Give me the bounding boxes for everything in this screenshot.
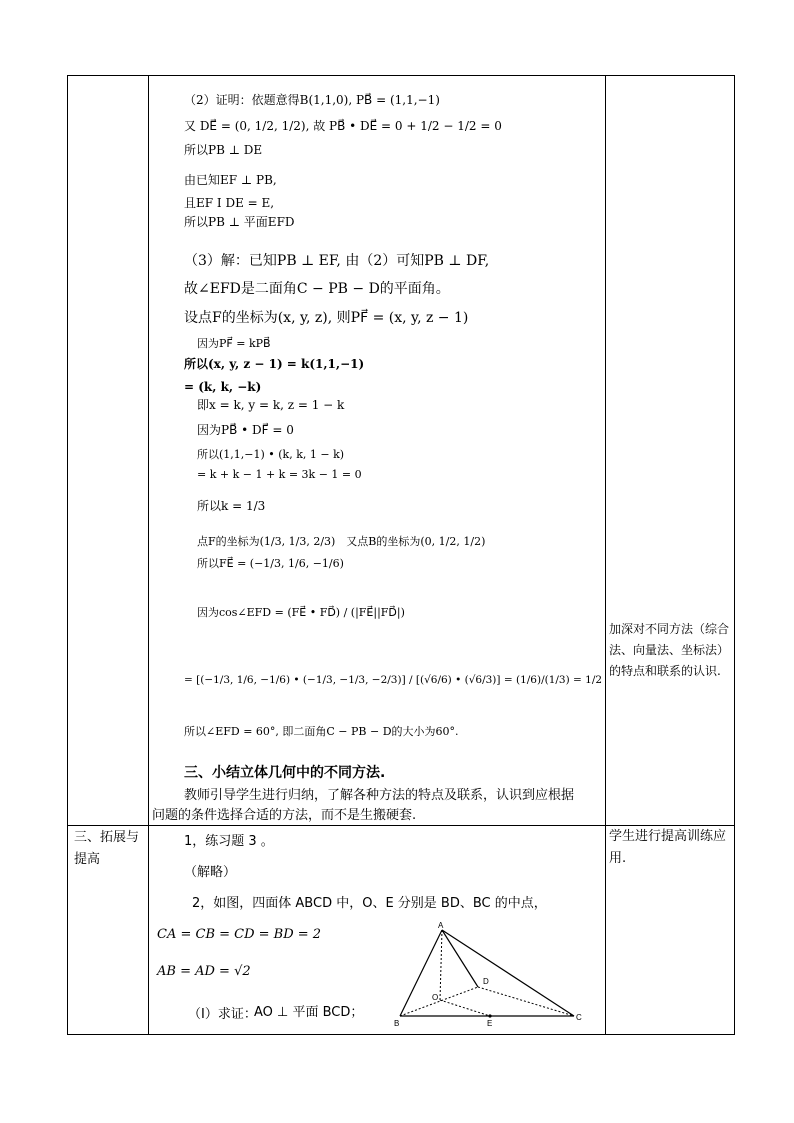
solve3-line15: = [(−1/3, 1/6, −1/6) • (−1/3, −1/3, −2/3)] / [(√6/6) • (√6/3)] = (1/6)/(1/3) = 1/2 [184, 674, 603, 686]
solve3-line9: 所以(1,1,−1) • (k, k, 1 − k) [197, 448, 345, 461]
proof2-line6: 所以PB ⊥ 平面EFD [184, 215, 295, 229]
edge-dc [478, 987, 574, 1016]
solve3-line4: 因为PF⃗ = kPB⃗ [197, 337, 271, 350]
proof2-line5: 且EF I DE = E, [184, 196, 275, 210]
ext-q2-i-text: AO ⊥ 平面 BCD； [254, 1005, 364, 1020]
solve3-line13: 所以FE⃗ = (−1/3, 1/6, −1/6) [197, 557, 344, 570]
ext-eq2: AB = AD = √2 [157, 964, 251, 979]
section-label: 三、拓展与提高 [74, 830, 140, 867]
solve3-line2: 故∠EFD是二面角C − PB − D的平面角。 [184, 281, 450, 297]
lesson-table [67, 75, 735, 1035]
summary-body-1: 教师引导学生进行归纳，了解各种方法的特点及联系，认识到应根据 [184, 788, 575, 803]
solve3-line10: = k + k − 1 + k = 3k − 1 = 0 [197, 468, 362, 481]
label-d: D [483, 977, 489, 986]
solve3-line14: 因为cos∠EFD = (FE⃗ • FD⃗) / (|FE⃗||FD⃗|) [197, 606, 405, 619]
proof2-line4: 由已知EF ⊥ PB, [184, 173, 277, 187]
summary-body-2: 问题的条件选择合适的方法，而不是生搬硬套. [152, 808, 417, 823]
point-e-dot [488, 1014, 491, 1017]
summary-heading: 三、小结立体几何中的不同方法. [184, 765, 386, 781]
solve3-line8: 因为PB⃗ • DF⃗ = 0 [197, 423, 294, 437]
solve3-line3: 设点F的坐标为(x, y, z), 则PF⃗ = (x, y, z − 1) [184, 310, 469, 326]
proof2-line1: （2）证明：依题意得B(1,1,0), PB⃗ = (1,1,−1) [184, 93, 440, 107]
solve3-line5: 所以(x, y, z − 1) = k(1,1,−1) [184, 357, 365, 371]
label-e: E [487, 1019, 493, 1028]
label-o: O [432, 993, 439, 1002]
right-note-2: 学生进行提高训练应用. [609, 829, 727, 866]
label-c: C [576, 1013, 582, 1022]
ext-q2-i-label: （I）求证： [188, 1007, 257, 1022]
ext-q2: 2，如图，四面体 ABCD 中，O、E 分别是 BD、BC 的中点， [192, 896, 547, 911]
tetrahedron-figure [390, 920, 590, 1032]
right-note-1: 加深对不同方法（综合法、向量法、坐标法）的特点和联系的认识. [609, 622, 730, 678]
proof2-line2: 又 DE⃗ = (0, 1/2, 1/2), 故 PB⃗ • DE⃗ = 0 + 1/2 − 1/2 = 0 [184, 119, 502, 133]
label-b: B [394, 1019, 400, 1028]
column-divider-2 [605, 76, 606, 1034]
edge-ad [442, 930, 478, 987]
label-a: A [438, 921, 444, 930]
ext-q1-answer: （解略） [184, 865, 237, 880]
segment-oe [440, 1000, 490, 1016]
solve3-line12: 点F的坐标为(1/3, 1/3, 2/3) 又点B的坐标为(0, 1/2, 1/2) [197, 535, 486, 548]
solve3-line16: 所以∠EFD = 60°, 即二面角C − PB − D的大小为60°. [184, 725, 459, 738]
solve3-line6: = (k, k, −k) [184, 380, 262, 394]
solve3-line7: 即x = k, y = k, z = 1 − k [197, 398, 345, 412]
edge-ac [442, 930, 574, 1016]
ext-q1: 1，练习题 3 。 [184, 834, 274, 849]
segment-ao [440, 930, 442, 1000]
solve3-line11: 所以k = 1/3 [197, 499, 266, 513]
solve3-line1: （3）解：已知PB ⊥ EF, 由（2）可知PB ⊥ DF, [184, 253, 490, 269]
proof2-line3: 所以PB ⊥ DE [184, 143, 263, 157]
ext-eq1: CA = CB = CD = BD = 2 [157, 927, 322, 942]
column-divider-1 [148, 76, 149, 1034]
